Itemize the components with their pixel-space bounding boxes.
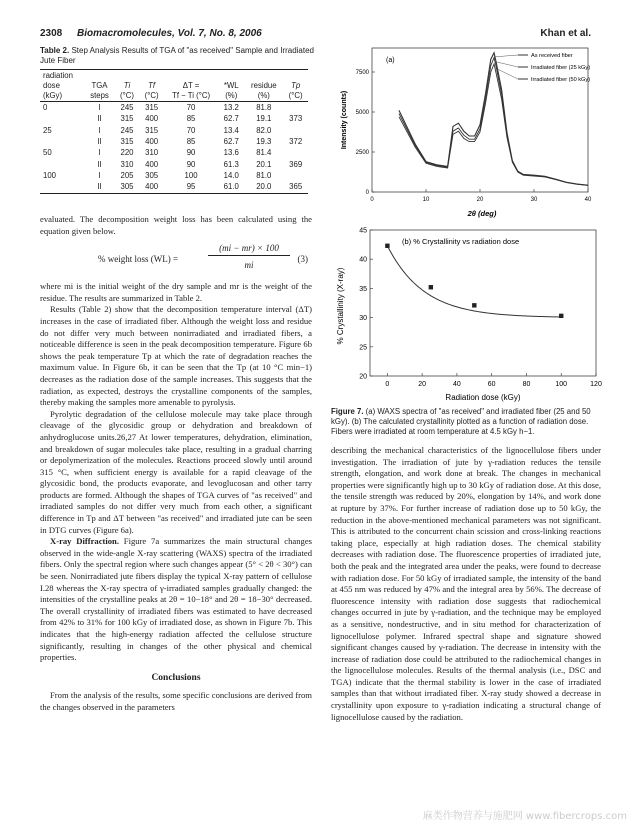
y-tick-label: 35 <box>359 285 367 293</box>
page-header <box>40 28 262 39</box>
x-tick-label: 20 <box>418 381 427 388</box>
legend-entry: Irradiated fiber (50 kGy) <box>531 77 591 83</box>
x-tick-label: 40 <box>453 381 461 388</box>
journal-citation: Biomacromolecules, Vol. 7, No. 8, 2006 <box>77 28 262 39</box>
x-axis-label: Radiation dose (kGy) <box>445 393 521 402</box>
table-cell: 315 <box>145 125 159 135</box>
table-header-cell: steps <box>90 90 109 100</box>
x-tick-label: 60 <box>487 381 496 388</box>
table-header-cell: Tf <box>148 80 156 90</box>
y-tick-label: 20 <box>359 373 367 381</box>
table-cell: 400 <box>145 136 159 146</box>
table-header-cell: (kGy) <box>43 90 63 100</box>
table-cell: 25 <box>43 125 52 135</box>
table-cell: II <box>97 159 102 169</box>
y-tick-label: 5000 <box>355 110 369 116</box>
plot-frame <box>370 230 596 376</box>
table-cell <box>40 159 84 170</box>
table-cell: I <box>98 171 101 181</box>
figure7-caption-text: (a) WAXS spectra of "as received" and irradiated fiber (25 and 50 kGy). (b) The calculated crystallinity plotted as a function of radiation dose. Fibers were irradiated at room temperature at 4.5 kGy h−1. <box>331 407 591 437</box>
x-tick-label: 30 <box>530 197 538 203</box>
table-cell: 205 <box>120 171 134 181</box>
table-row <box>40 124 308 135</box>
x-tick-label: 20 <box>476 197 484 203</box>
table-cell: 62.7 <box>223 136 239 146</box>
table-cell: 81.8 <box>256 102 272 112</box>
legend-pointer <box>495 55 518 57</box>
data-point <box>472 303 476 307</box>
table-row <box>40 159 308 170</box>
table-cell <box>40 136 84 147</box>
page-number: 2308 <box>40 28 63 39</box>
table-cell: 61.0 <box>223 182 239 192</box>
y-axis-label: % Crystallinity (X-ray) <box>336 267 345 345</box>
table-cell: I <box>98 102 101 112</box>
table-cell: 19.3 <box>256 136 272 146</box>
table-cell: 70 <box>186 102 196 112</box>
table-row <box>40 136 308 147</box>
table-cell <box>40 181 84 193</box>
table-header-cell: Tf − Ti (°C) <box>172 90 211 100</box>
table-cell <box>40 113 84 124</box>
table-cell: 13.4 <box>223 125 239 135</box>
table-cell: 245 <box>120 125 134 135</box>
table-cell: 365 <box>289 182 303 192</box>
table-cell: 20.0 <box>256 182 272 192</box>
table-header-cell: (°C) <box>144 90 159 100</box>
paragraph <box>40 536 312 664</box>
table-cell: 50 <box>43 148 52 158</box>
y-tick-label: 7500 <box>355 70 369 76</box>
table-cell: I <box>98 125 101 135</box>
x-tick-label: 0 <box>385 381 390 388</box>
table-row <box>40 147 308 158</box>
table-cell: 245 <box>120 102 134 112</box>
panel-label: (a) <box>386 57 395 64</box>
figure7a-chart <box>336 40 594 220</box>
equation-lhs: % weight loss (WL) = <box>98 254 179 265</box>
table-cell: 220 <box>120 148 134 158</box>
x-tick-label: 10 <box>422 197 430 203</box>
equation-denominator: mi <box>244 260 254 271</box>
table-cell: II <box>97 114 102 124</box>
y-tick-label: 40 <box>359 256 367 264</box>
table-header-cell: Ti <box>123 80 131 90</box>
table-row <box>40 181 308 193</box>
table-cell: 85 <box>186 136 196 146</box>
legend-entry: Irradiated fiber (25 kGy) <box>531 65 591 71</box>
table-cell <box>283 170 308 181</box>
x-tick-label: 0 <box>370 197 374 203</box>
paragraph: Results (Table 2) show that the decomposition temperature interval (ΔT) increases in the case of irradiated fiber. Although the weight loss and residue do not differ very much between nonirradiated and irradiated fibers, a noticeable difference is seen in the peak decomposition temperature. Figure 6b shows the peak temperature Tp at which the rate of degradation reaches the maximum value. In Figure 6b, it can be seen that the Tp (at 10 °C min−1) decreases as the radiation dose of the sample increases. This suggests that the radiation, as expected, destroys the crystalline components of the samples, thereby making the samples more amenable to pyrolysis. <box>40 304 312 408</box>
data-point <box>385 244 389 248</box>
y-tick-label: 0 <box>365 190 369 196</box>
table-cell: 315 <box>120 114 134 124</box>
table-cell: II <box>97 136 102 146</box>
figure7b-chart <box>332 226 612 404</box>
table2-caption <box>40 46 318 66</box>
data-point <box>429 285 433 289</box>
table-cell: 315 <box>120 136 134 146</box>
x-tick-label: 120 <box>590 381 602 388</box>
table-header-cell: (°C) <box>288 90 303 100</box>
table-cell: 310 <box>145 148 159 158</box>
table-header-cell <box>244 70 283 81</box>
table-cell: 310 <box>120 159 134 169</box>
table-cell: 62.7 <box>223 114 239 124</box>
y-tick-label: 25 <box>359 344 367 352</box>
table-cell: 82.0 <box>256 125 272 135</box>
paragraph: From the analysis of the results, some specific conclusions are derived from the changes observed in the parameters <box>40 690 312 712</box>
y-tick-label: 30 <box>359 315 367 323</box>
table-cell: 14.0 <box>223 171 239 181</box>
paragraph: describing the mechanical characteristics of the lignocellulose fibers under investigation. The irradiation of jute by γ-radiation reduces the tensile strength, elongation, and work done at break. The changes in mechanical properties were significantly high up to 30 kGy of radiation dose. At this dose, the tensile strength was reduced by 20%, elongation by 14%, and work done at rupture by 37%. For further increase of radiation dose up to 50 kGy, the reduction in the above-mentioned mechanical parameters was not significant. This is attributed to the concurrent chain scission and cross-linking reactions taking place, especially at high radiation doses. The chemical stability decreases with radiation dose. The fluorescence properties of irradiated jute, both the peak and the integrated area under the peaks, were found to decrease with radiation dose. For 50 kGy of irradiated sample, the intensity of the band at 455 nm was reduced by 47% and the integral area by 56%. The decrease of fluorescence intensity with radiation dose suggests that radiochemical changes occurred in jute by γ-radiation, and the technique may be employed as a sensitive, nondestructive, and in situ method for characterization of lignocellulose polymer. Infrared spectral shape and signature showed significant changes caused by γ-radiation. The decrease in intensity with the increase of radiation dose could be attributed to the radiochemical changes in the lignocellulose molecules. Results of the thermal analysis (i.e., DSC and TGA) indicate that the thermal stability is lower in the case of irradiated samples than that without irradiated fiber. X-ray study showed a decrease in crystallinity upon exposure to γ-radiation indicating a structural change of lignocellulose caused by the radiation. <box>331 445 601 722</box>
table2 <box>40 69 310 194</box>
x-tick-label: 40 <box>584 197 592 203</box>
table-cell: 19.1 <box>256 114 272 124</box>
y-tick-label: 2500 <box>355 150 369 156</box>
table-cell: 20.1 <box>256 159 272 169</box>
table-row <box>40 113 308 124</box>
y-tick-label: 45 <box>359 227 367 235</box>
y-axis-label: Intensity (counts) <box>341 90 348 150</box>
section-run-in-heading: X-ray Diffraction. <box>50 536 119 547</box>
figure7-caption <box>331 407 601 438</box>
table-cell: 95 <box>186 182 196 192</box>
table-header-cell <box>218 70 244 81</box>
table-cell: 369 <box>289 159 303 169</box>
table-header-cell: ΔT = <box>182 80 200 90</box>
table-cell <box>283 147 308 158</box>
right-column <box>331 445 601 723</box>
table-header-cell <box>283 70 308 81</box>
legend-entry: As received fiber <box>531 53 573 59</box>
table-cell: 305 <box>145 171 159 181</box>
table-cell: 0 <box>43 102 48 112</box>
table-cell: 90 <box>186 148 196 158</box>
table-cell: 90 <box>186 159 196 169</box>
table-header-cell <box>84 70 114 81</box>
equation-numerator: (mi − mr) × 100 <box>208 243 290 256</box>
table-header-cell: (°C) <box>120 90 134 100</box>
table-cell: 315 <box>145 102 159 112</box>
equation-3 <box>40 243 312 277</box>
legend-pointer <box>495 62 518 67</box>
table2-grid <box>40 69 308 194</box>
table-header-cell <box>115 70 140 81</box>
table-cell: 61.3 <box>223 159 239 169</box>
watermark: 麻类作物营养与施肥网 www.fibercrops.com <box>422 811 627 822</box>
table-cell: 13.2 <box>223 102 239 112</box>
table-cell: 13.6 <box>223 148 239 158</box>
table-header-cell: TGA <box>91 80 108 90</box>
table-header-cell: radiation <box>43 70 73 80</box>
figure7-label: Figure 7. <box>331 407 364 416</box>
table-header-cell: *WL <box>223 80 239 90</box>
table-cell: 70 <box>186 125 196 135</box>
table-cell: 100 <box>184 171 198 181</box>
table-row <box>40 101 308 113</box>
paragraph: evaluated. The decomposition weight loss has been calculated using the equation given below. <box>40 214 312 236</box>
paragraph: Pyrolytic degradation of the cellulose molecule may take place through cleavage of the glycosidic group or dehydration and breakdown of anhydroglucose units.26,27 At lower temperatures, dehydration, elimination, and breakdown of sugar molecules take place, resulting in a gradual charring or depolymerization of the molecules. Reactions proceed slowly until around 315 °C, when sufficient energy is available for a rapid cleavage of the glycosidic bond, the products evaporate, and levoglucosan and other tarry products are formed. Although the shapes of TGA curves of "as received" and irradiated samples do not differ very much from each other, a significant difference in Tp and ΔT between "as received" and irradiated jute can be seen in DTG curves (Figure 6a). <box>40 408 312 535</box>
table-header-cell: (%) <box>225 90 238 100</box>
table-cell: 81.0 <box>256 171 272 181</box>
equation-number: (3) <box>297 254 308 265</box>
chart-title: (b) % Crystallinity vs radiation dose <box>402 237 520 246</box>
table-cell: 85 <box>186 114 196 124</box>
table2-caption-text: Step Analysis Results of TGA of "as received" Sample and Irradiated Jute Fiber <box>40 46 314 65</box>
series-line <box>399 53 591 185</box>
table-cell: 372 <box>289 136 303 146</box>
table-cell: 81.4 <box>256 148 272 158</box>
table-cell: 400 <box>145 182 159 192</box>
data-point <box>559 314 563 318</box>
table-header-cell <box>139 70 164 81</box>
x-axis-label: 2θ (deg) <box>467 209 497 218</box>
conclusions-heading: Conclusions <box>151 672 201 683</box>
table-cell: 373 <box>289 114 303 124</box>
table-cell: 400 <box>145 159 159 169</box>
author-header: Khan et al. <box>540 28 591 39</box>
paragraph-body: Figure 7a summarizes the main structural changes observed in the wide-angle X-ray scattering (WAXS) spectra of the irradiated fibers. Only the spectral region where such changes appear (5° < 2θ < 30°) can be seen. Nonirradiated jute fibers display the typical X-ray pattern of cellulose I.28 whereas the X-ray spectra of γ-irradiated samples gradually changed: the intensities of the crystalline peaks at 2θ = 10−18° and 2θ = 18−30° decreased. The overall crystallinity of irradiated fibers was estimated to have decreased from 42% to 31% for 100 kGy of irradiated dose, as shown in Figure 7b. This indicates that the high-energy radiation affected the cellulose structure significantly, resulting in changes of the other physical and chemical properties. <box>40 536 312 663</box>
table-cell <box>283 124 308 135</box>
table-header-cell: Tp <box>291 80 301 90</box>
table-header-cell: (%) <box>257 90 270 100</box>
left-column <box>40 214 312 714</box>
paragraph: where mi is the initial weight of the dry sample and mr is the weight of the residue. The results are summarized in Table 2. <box>40 281 312 303</box>
x-tick-label: 80 <box>522 381 531 388</box>
table-cell: II <box>97 182 102 192</box>
table-cell: 400 <box>145 114 159 124</box>
table-row <box>40 170 308 181</box>
table-header-cell: dose <box>43 80 60 90</box>
table-cell: 100 <box>43 171 57 181</box>
table-cell: 305 <box>120 182 134 192</box>
table2-label: Table 2. <box>40 46 70 55</box>
x-tick-label: 100 <box>555 381 568 388</box>
table-header-cell: residue <box>251 80 277 90</box>
table-cell: I <box>98 148 101 158</box>
table-header-cell <box>164 70 218 81</box>
table-cell <box>283 101 308 113</box>
